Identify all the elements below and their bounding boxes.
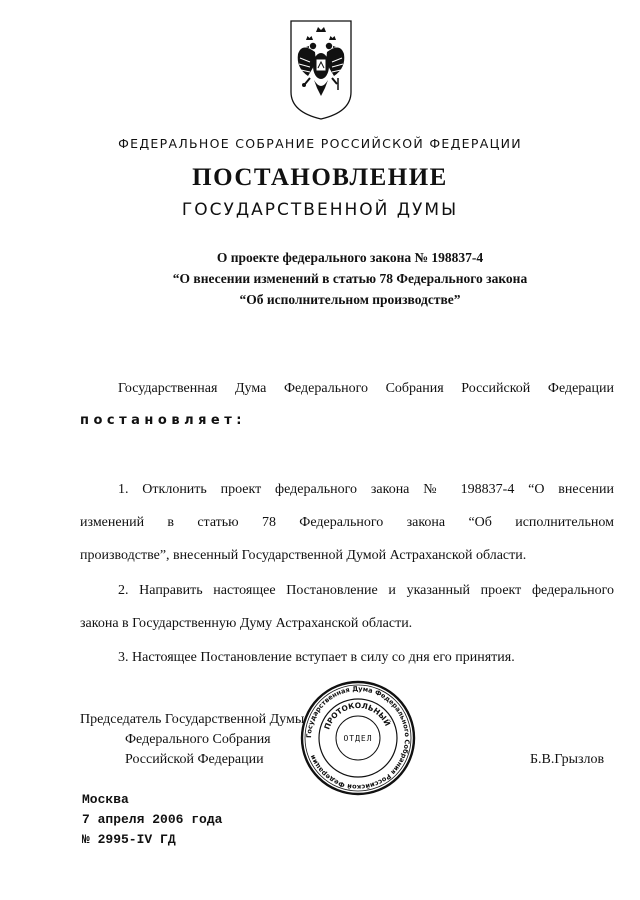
stamp-inner-text: ПРОТОКОЛЬНЫЙ [322,700,393,731]
signatory-name: Б.В.Грызлов [530,752,605,767]
footer-city: Москва [82,792,129,807]
item-1-line-2: изменений в статью 78 Федерального закона “Об исполнительном [80,515,614,530]
signatory-position-line-2: Федерального Собрания [125,732,271,747]
item-1-line-1: 1. Отклонить проект федерального закона № 198837-4 “О внесении [118,482,614,497]
item-1-line-3: производстве”, внесенный Государственной Думой Астраханской области. [80,548,527,563]
intro-paragraph: Государственная Дума Федерального Собрания Российской Федерации [118,381,614,396]
signatory-position-line-3: Российской Федерации [125,752,264,767]
item-2-line-2: закона в Государственную Думу Астраханской области. [80,616,413,631]
organization-name: ФЕДЕРАЛЬНОЕ СОБРАНИЕ РОССИЙСКОЙ ФЕДЕРАЦИИ [118,136,522,151]
stamp-outer-text: Государственная Дума Федерального Собрания Российской Федерации [304,684,412,792]
subject-line-1: О проекте федерального закона № 198837-4 [216,250,484,265]
decree-word: постановляет: [80,413,246,428]
item-3: 3. Настоящее Постановление вступает в силу со дня его принятия. [118,650,515,665]
subject-line-3: “Об исполнительном производстве” [239,292,461,307]
round-seal-stamp [300,680,416,796]
document-title: ПОСТАНОВЛЕНИЕ [192,164,448,191]
document-subtitle: ГОСУДАРСТВЕННОЙ ДУМЫ [181,200,459,220]
subject-line-2: “О внесении изменений в статью 78 Федерального закона [172,271,528,286]
stamp-center-text: ОТДЕЛ [343,734,373,743]
signatory-position-line-1: Председатель Государственной Думы [80,712,305,727]
coat-of-arms-icon [288,18,354,122]
footer-date: 7 апреля 2006 года [82,812,223,827]
item-2-line-1: 2. Направить настоящее Постановление и указанный проект федерального [118,583,614,598]
footer-number: № 2995-IV ГД [82,832,176,847]
